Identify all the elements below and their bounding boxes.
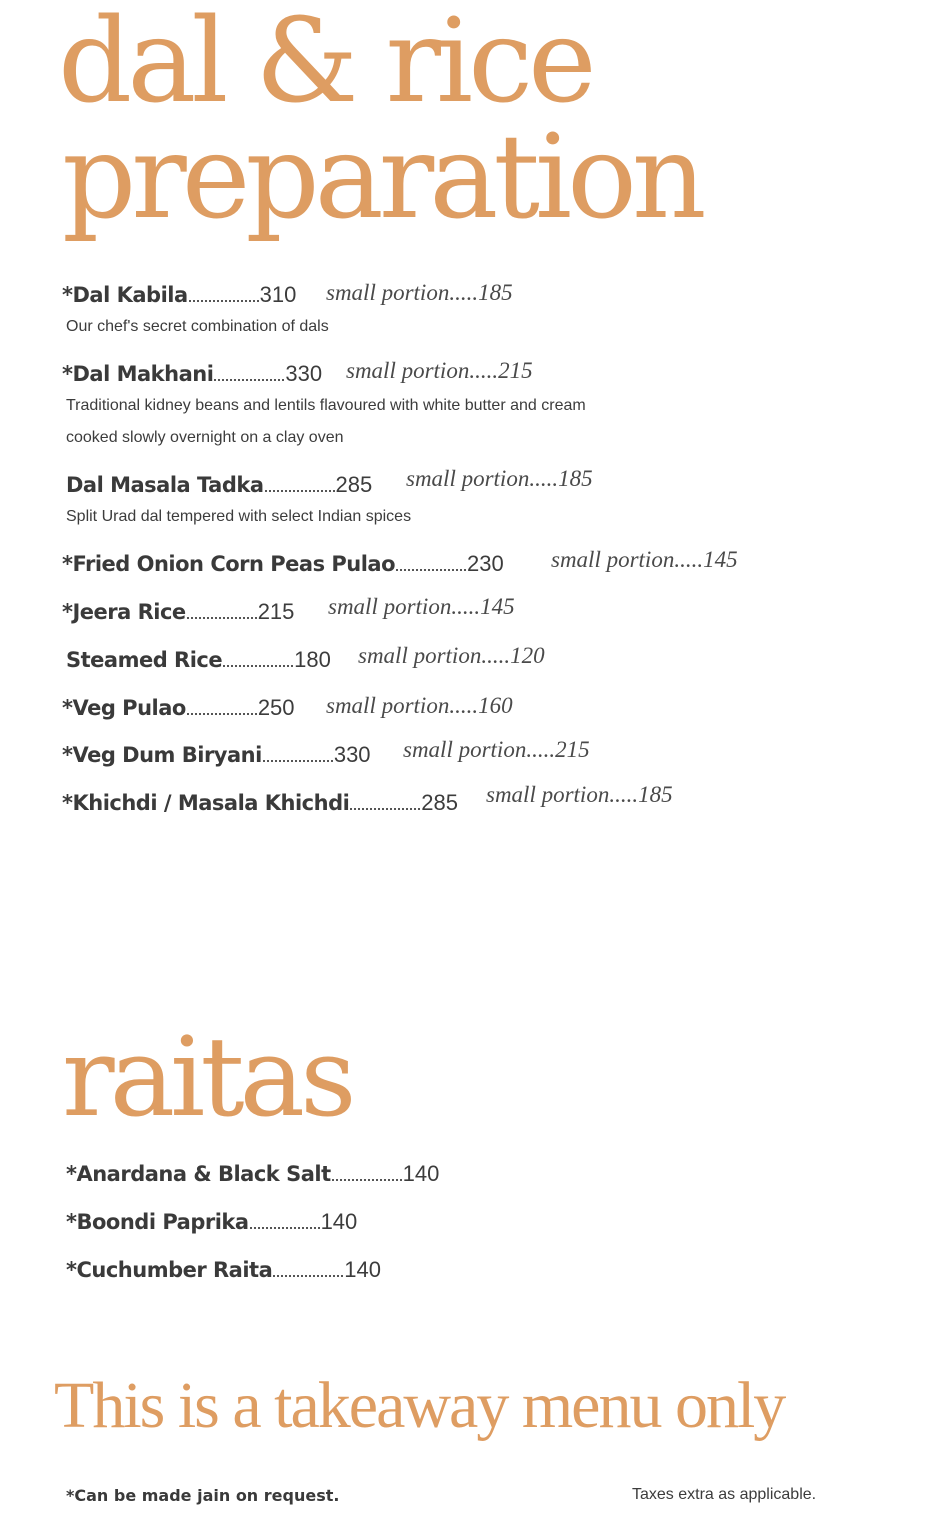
dot-leader <box>250 1213 320 1229</box>
item-name: *Dal Makhani <box>62 362 214 386</box>
item-price: 180 <box>294 647 331 672</box>
small-portion-price: small portion.....185 <box>326 280 513 305</box>
dot-leader <box>187 699 257 715</box>
item-price: 140 <box>344 1257 381 1282</box>
item-price: 230 <box>467 551 504 576</box>
item-description: Traditional kidney beans and lentils flavoured with white butter and cream <box>66 397 586 414</box>
menu-item-veg-dum-biryani <box>62 741 371 769</box>
small-portion-price: small portion.....145 <box>328 594 515 619</box>
item-name: *Cuchumber Raita <box>66 1258 273 1282</box>
menu-item-dal-masala-tadka <box>66 471 372 499</box>
jain-note: *Can be made jain on request. <box>66 1486 340 1505</box>
dot-leader <box>273 1261 343 1277</box>
small-portion-price: small portion.....185 <box>406 466 593 491</box>
small-portion-price: small portion.....215 <box>346 358 533 383</box>
item-price: 250 <box>257 695 295 720</box>
item-price: 330 <box>285 361 323 386</box>
item-name: *Veg Dum Biryani <box>62 743 262 767</box>
dot-leader <box>332 1165 402 1181</box>
item-price: 140 <box>402 1161 440 1186</box>
item-name: *Boondi Paprika <box>66 1210 249 1234</box>
tax-note: Taxes extra as applicable. <box>632 1486 817 1503</box>
small-portion-price: small portion.....215 <box>403 737 590 762</box>
dot-leader <box>214 365 284 381</box>
item-name: *Fried Onion Corn Peas Pulao <box>62 552 396 576</box>
item-price: 215 <box>257 599 295 624</box>
dot-leader <box>223 651 293 667</box>
item-price: 310 <box>259 282 297 307</box>
item-description: Split Urad dal tempered with select Indian spices <box>66 508 412 525</box>
dot-leader <box>396 555 466 571</box>
item-name: *Jeera Rice <box>62 600 186 624</box>
small-portion-price: small portion.....160 <box>326 693 513 718</box>
menu-item-veg-pulao <box>62 694 295 722</box>
item-name: *Khichdi / Masala Khichdi <box>62 791 350 815</box>
section-title-dal-rice: dal & rice <box>58 0 592 129</box>
dot-leader <box>187 603 257 619</box>
item-price: 285 <box>335 472 373 497</box>
dot-leader <box>265 476 335 492</box>
menu-item-jeera-rice <box>62 598 294 626</box>
item-price: 330 <box>333 742 371 767</box>
item-name: Dal Masala Tadka <box>66 473 264 497</box>
item-price: 285 <box>421 790 459 815</box>
menu-item-steamed-rice <box>66 646 331 674</box>
item-description: cooked slowly overnight on a clay oven <box>66 429 344 446</box>
dot-leader <box>350 794 420 810</box>
dot-leader <box>263 746 333 762</box>
menu-item-dal-makhani <box>62 360 322 388</box>
item-price: 140 <box>320 1209 358 1234</box>
menu-item-khichdi <box>62 789 458 817</box>
item-name: Steamed Rice <box>66 648 223 672</box>
menu-item-boondi-paprika <box>66 1208 357 1236</box>
menu-item-cuchumber-raita <box>66 1256 381 1284</box>
takeaway-notice: This is a takeaway menu only <box>54 1369 785 1442</box>
small-portion-price: small portion.....120 <box>358 643 545 668</box>
dot-leader <box>189 286 259 302</box>
menu-item-fried-onion-corn-peas-pulao <box>62 550 504 578</box>
section-title-raitas: raitas <box>62 1013 352 1141</box>
item-name: *Veg Pulao <box>62 696 186 720</box>
section-title-preparation: preparation <box>62 110 702 245</box>
small-portion-price: small portion.....145 <box>551 547 738 572</box>
item-description: Our chef's secret combination of dals <box>66 318 329 335</box>
item-name: *Anardana & Black Salt <box>66 1162 331 1186</box>
item-name: *Dal Kabila <box>62 283 188 307</box>
menu-item-anardana-black-salt <box>66 1160 439 1188</box>
menu-item-dal-kabila <box>62 281 296 309</box>
small-portion-price: small portion.....185 <box>486 782 673 807</box>
